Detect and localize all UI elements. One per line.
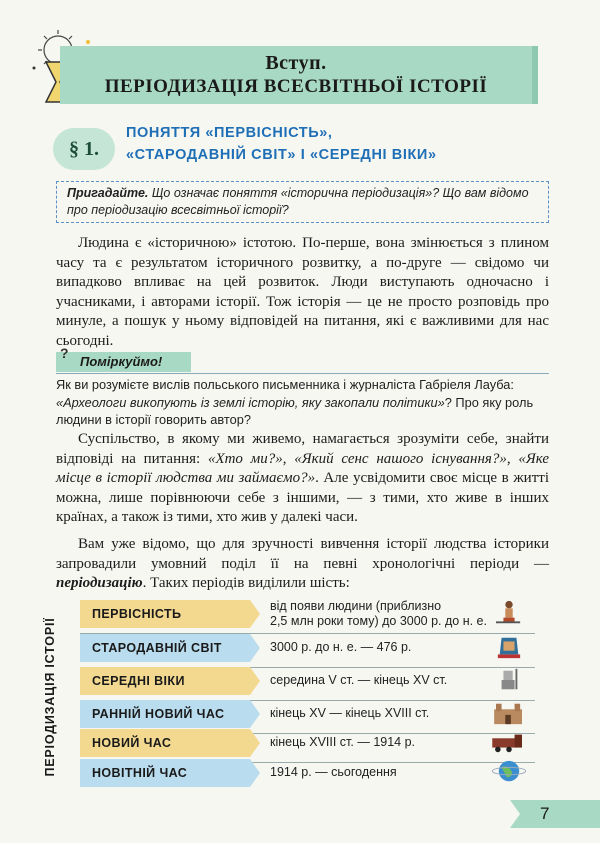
question-icon: ? bbox=[60, 345, 69, 361]
body-paragraph-2: Суспільство, в якому ми живемо, намагається зрозуміти себе, знайти відповіді на питання: «Хто ми?», «Який сенс нашого існування?», «Яке місце в історії людства ми займаємо?». Але усвідомити своє місце в житті можна, лише порівнюючи себе з іншими, — з тими, хто живе в інших країнах, а також із тими, хто жив у далекі часи. bbox=[56, 431, 550, 526]
period-row bbox=[80, 759, 535, 787]
period-arrow bbox=[250, 600, 260, 628]
chapter-banner bbox=[60, 46, 538, 104]
period-arrow bbox=[250, 729, 260, 757]
chapter-title: ПЕРІОДИЗАЦІЯ ВСЕСВІТНЬОЇ ІСТОРІЇ bbox=[104, 76, 488, 97]
period-label: НОВИЙ ЧАС bbox=[80, 729, 250, 757]
period-dates: 1914 р. — сьогодення bbox=[270, 765, 397, 779]
period-row bbox=[80, 600, 535, 628]
think-quote: «Археологи викопують із землі історію, яку закопали політики» bbox=[56, 394, 445, 410]
period-dates: від появи людини (приблизно 2,5 млн роки тому) до 3000 р. до н. е. bbox=[270, 599, 487, 628]
body-text-1: Людина є «історичною» істотою. По-перше, вона змінюється з плином часу та є результатом історичного розвитку, а по-друге — свідомо чи випадково впливає на цей розвиток. Люди виступають одночасно і учасниками, і авторами історії. Тож історія — це не просто розповідь про минуле, а пошук у ньому відповідей на питання, які є важливими для нас сьогодні. bbox=[56, 235, 549, 349]
period-label: СТАРОДАВНІЙ СВІТ bbox=[80, 634, 250, 662]
period-dates: 3000 р. до н. е. — 476 р. bbox=[270, 640, 412, 654]
period-dates: середина V ст. — кінець XV ст. bbox=[270, 673, 448, 687]
period-label: СЕРЕДНІ ВІКИ bbox=[80, 667, 250, 695]
period-row bbox=[80, 729, 535, 757]
period-arrow bbox=[250, 667, 260, 695]
globe-icon bbox=[490, 759, 528, 785]
page-number: 7 bbox=[540, 804, 550, 823]
caveman-icon bbox=[490, 600, 528, 626]
period-arrow bbox=[250, 759, 260, 787]
paragraph-title-line1: ПОНЯТТЯ «ПЕРВІСНІСТЬ», bbox=[126, 125, 333, 141]
period-label: НОВІТНІЙ ЧАС bbox=[80, 759, 250, 787]
period-row bbox=[80, 700, 535, 728]
knight-icon bbox=[490, 667, 528, 693]
think-text: Як ви розумієте вислів польського письменника і журналіста Габріеля Лауба: «Археологи викопують із землі історію, яку закопали політики»? Про яку роль людини в історії говорить автор? bbox=[56, 377, 534, 427]
pharaoh-icon bbox=[490, 634, 528, 660]
periodization-side-label: ПЕРІОДИЗАЦІЯ ІСТОРІЇ bbox=[43, 617, 57, 777]
chapter-label: Вступ. bbox=[265, 52, 327, 74]
period-arrow bbox=[250, 700, 260, 728]
castle-icon bbox=[490, 700, 528, 726]
term-periodization: періодизацію bbox=[56, 575, 143, 592]
period-label: РАННІЙ НОВИЙ ЧАС bbox=[80, 700, 250, 728]
recall-label: Пригадайте. bbox=[67, 186, 149, 200]
recall-text: Що означає поняття «історична періодизація»? Що вам відомо про періодизацію всесвітньої історії? bbox=[67, 186, 529, 217]
period-dates: кінець XVIII ст. — 1914 р. bbox=[270, 735, 416, 749]
recall-box bbox=[56, 181, 549, 223]
think-label: Поміркуймо! bbox=[56, 352, 191, 372]
period-row bbox=[80, 634, 535, 662]
period-arrow bbox=[250, 634, 260, 662]
period-label: ПЕРВІСНІСТЬ bbox=[80, 600, 250, 628]
divider bbox=[56, 373, 549, 374]
paragraph-title-line2: «СТАРОДАВНІЙ СВІТ» І «СЕРЕДНІ ВІКИ» bbox=[126, 147, 437, 163]
body-paragraph-1 bbox=[56, 234, 549, 352]
period-dates: кінець XV — кінець XVIII ст. bbox=[270, 706, 430, 720]
train-icon bbox=[490, 729, 528, 755]
period-row bbox=[80, 667, 535, 695]
body-paragraph-3: Вам уже відомо, що для зручності вивчення історії людства історики запровадили умовний поділ її на певні хронологічні періоди — періодизацію. Таких періодів виділили шість: bbox=[56, 536, 549, 592]
page-number-tab bbox=[510, 800, 600, 828]
paragraph-number: § 1. bbox=[53, 128, 115, 170]
